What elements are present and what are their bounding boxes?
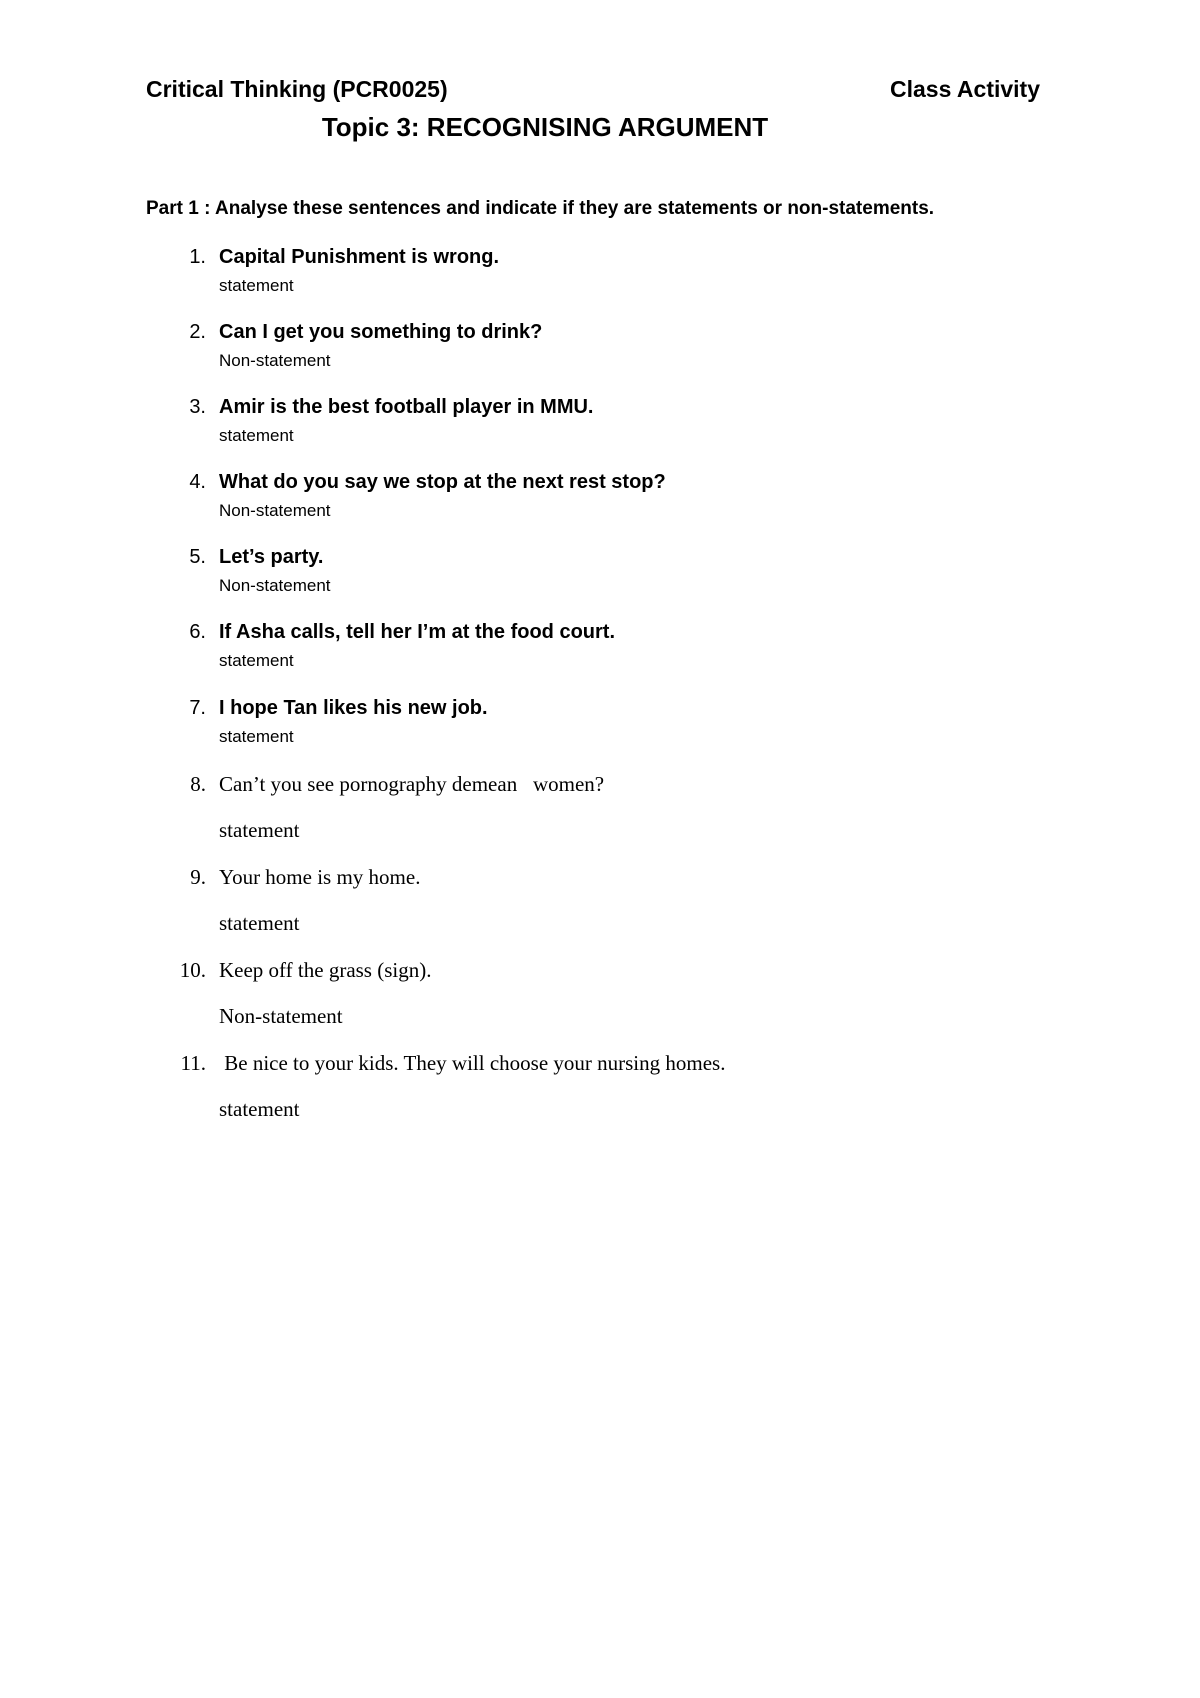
- question-answer: statement: [219, 727, 294, 746]
- question-text: If Asha calls, tell her I’m at the food court.: [219, 621, 615, 643]
- page-header: [146, 76, 1040, 106]
- question-number: 8.: [190, 772, 206, 796]
- question-number: 11.: [180, 1051, 206, 1075]
- question-number: 10.: [179, 958, 206, 982]
- question-text: I hope Tan likes his new job.: [219, 697, 488, 719]
- question-number: 2.: [189, 321, 206, 343]
- question-text: Be nice to your kids. They will choose your nursing homes.: [219, 1051, 726, 1075]
- question-number: 7.: [189, 697, 206, 719]
- document-type-label: Class Activity: [890, 76, 1040, 102]
- question-text: Amir is the best football player in MMU.: [219, 396, 594, 418]
- question-answer: Non-statement: [219, 501, 331, 520]
- question-answer: statement: [219, 911, 300, 935]
- course-title: Critical Thinking (PCR0025): [146, 76, 448, 102]
- question-number: 1.: [189, 246, 206, 268]
- question-answer: statement: [219, 651, 294, 670]
- question-number: 5.: [189, 546, 206, 568]
- question-text: Let’s party.: [219, 546, 324, 568]
- question-answer: Non-statement: [219, 576, 331, 595]
- question-text: Can’t you see pornography demean women?: [219, 772, 605, 796]
- question-text: Your home is my home.: [219, 865, 421, 889]
- question-answer: statement: [219, 1097, 300, 1121]
- question-text: Capital Punishment is wrong.: [219, 246, 500, 268]
- question-answer: Non-statement: [219, 351, 331, 370]
- question-number: 6.: [189, 621, 206, 643]
- question-answer: statement: [219, 818, 300, 842]
- question-number: 9.: [190, 865, 206, 889]
- part-1-heading: Part 1 : Analyse these sentences and indicate if they are statements or non-statements.: [146, 198, 935, 219]
- topic-title: Topic 3: RECOGNISING ARGUMENT: [321, 112, 769, 142]
- question-answer: Non-statement: [219, 1004, 343, 1028]
- question-number: 3.: [189, 396, 206, 418]
- question-answer: statement: [219, 426, 294, 445]
- question-text: Keep off the grass (sign).: [219, 958, 432, 982]
- question-number: 4.: [189, 471, 206, 493]
- question-text: Can I get you something to drink?: [219, 321, 543, 343]
- question-text: What do you say we stop at the next rest stop?: [219, 471, 666, 493]
- question-answer: statement: [219, 276, 294, 295]
